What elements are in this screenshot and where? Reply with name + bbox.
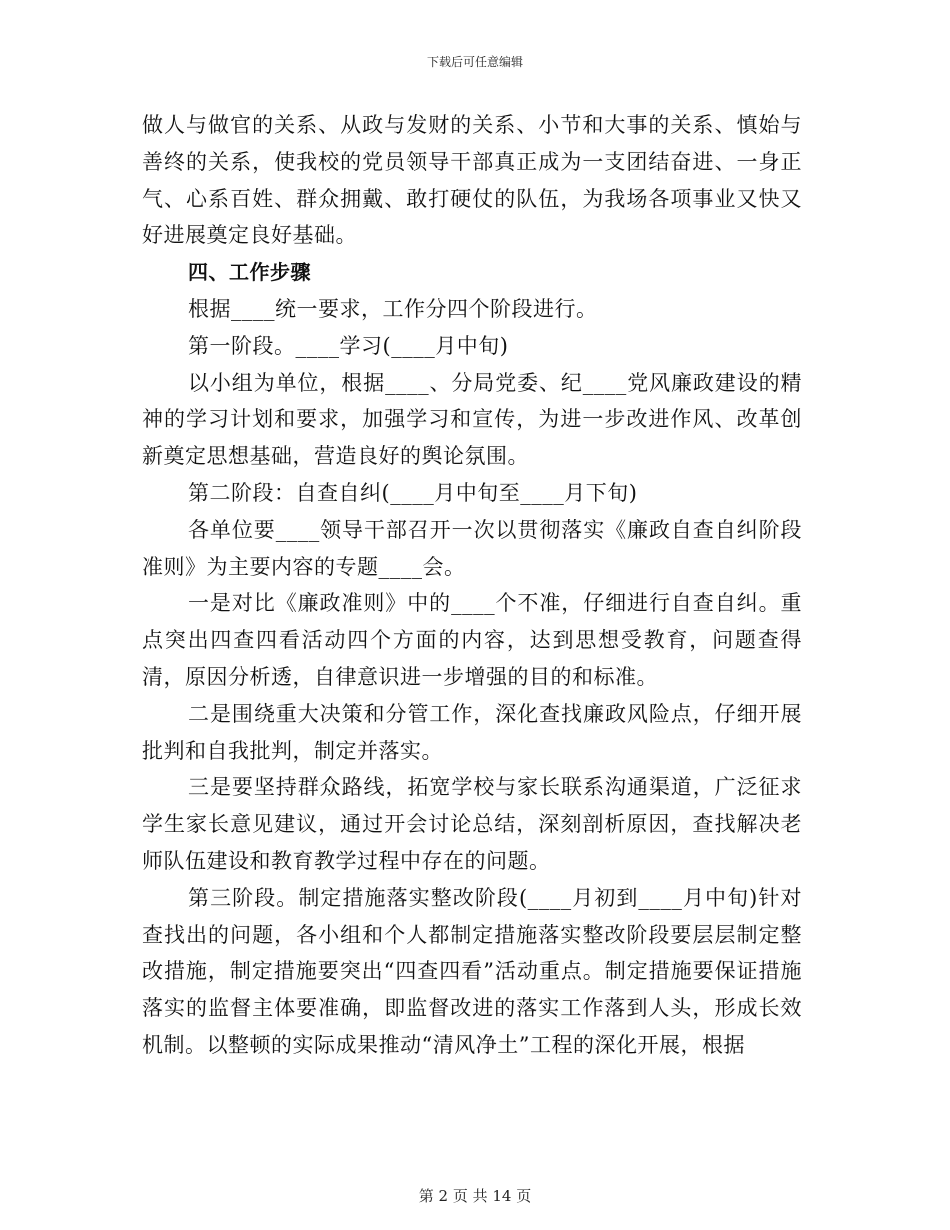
paragraph: 三是要坚持群众路线，拓宽学校与家长联系沟通渠道，广泛征求学生家长意见建议，通过开会讨论总结，深刻剖析原因，查找解决老师队伍建设和教育教学过程中存在的问题。 [142, 775, 802, 873]
stage-one-title: 第一阶段。____学习(____月中旬) [188, 333, 509, 358]
paragraph: 以小组为单位，根据____、分局党委、纪____党风廉政建设的精神的学习计划和要求，加强学习和宣传，为进一步改进作风、改革创新奠定思想基础，营造良好的舆论氛围。 [142, 370, 802, 469]
page-header: 下载后可任意编辑 [426, 55, 523, 69]
stage-two-title: 第二阶段：自查自纠(____月中旬至____月下旬) [188, 480, 638, 505]
document-body [142, 107, 802, 1064]
page-footer: 第 2 页 共 14 页 [418, 1187, 532, 1205]
paragraph: 根据____统一要求，工作分四个阶段进行。 [188, 296, 598, 321]
section-heading: 四、工作步骤 [188, 260, 311, 285]
paragraph: 一是对比《廉政准则》中的____个不准，仔细进行自查自纠。重点突出四查四看活动四个方面的内容，达到思想受教育，问题查得清，原因分析透，自律意识进一步增强的目的和标准。 [142, 591, 802, 689]
paragraph-continuation: 做人与做官的关系、从政与发财的关系、小节和大事的关系、慎始与善终的关系，使我校的党员领导干部真正成为一支团结奋进、一身正气、心系百姓、群众拥戴、敢打硬仗的队伍，为我场各项事业又快又好进展奠定良好基础。 [142, 113, 802, 248]
stage-three-paragraph: 第三阶段。制定措施落实整改阶段(____月初到____月中旬)针对查找出的问题，各小组和个人都制定措施落实整改阶段要层层制定整改措施，制定措施要突出“四查四看”活动重点。制定措施要保证措施落实的监督主体要准确，即监督改进的落实工作落到人头，形成长效机制。以整顿的实际成果推动“清风净土”工程的深化开展，根据 [142, 885, 802, 1057]
paragraph: 二是围绕重大决策和分管工作，深化查找廉政风险点，仔细开展批判和自我批判，制定并落实。 [142, 701, 802, 763]
paragraph: 各单位要____领导干部召开一次以贯彻落实《廉政自查自纠阶段准则》为主要内容的专题____会。 [142, 517, 802, 579]
